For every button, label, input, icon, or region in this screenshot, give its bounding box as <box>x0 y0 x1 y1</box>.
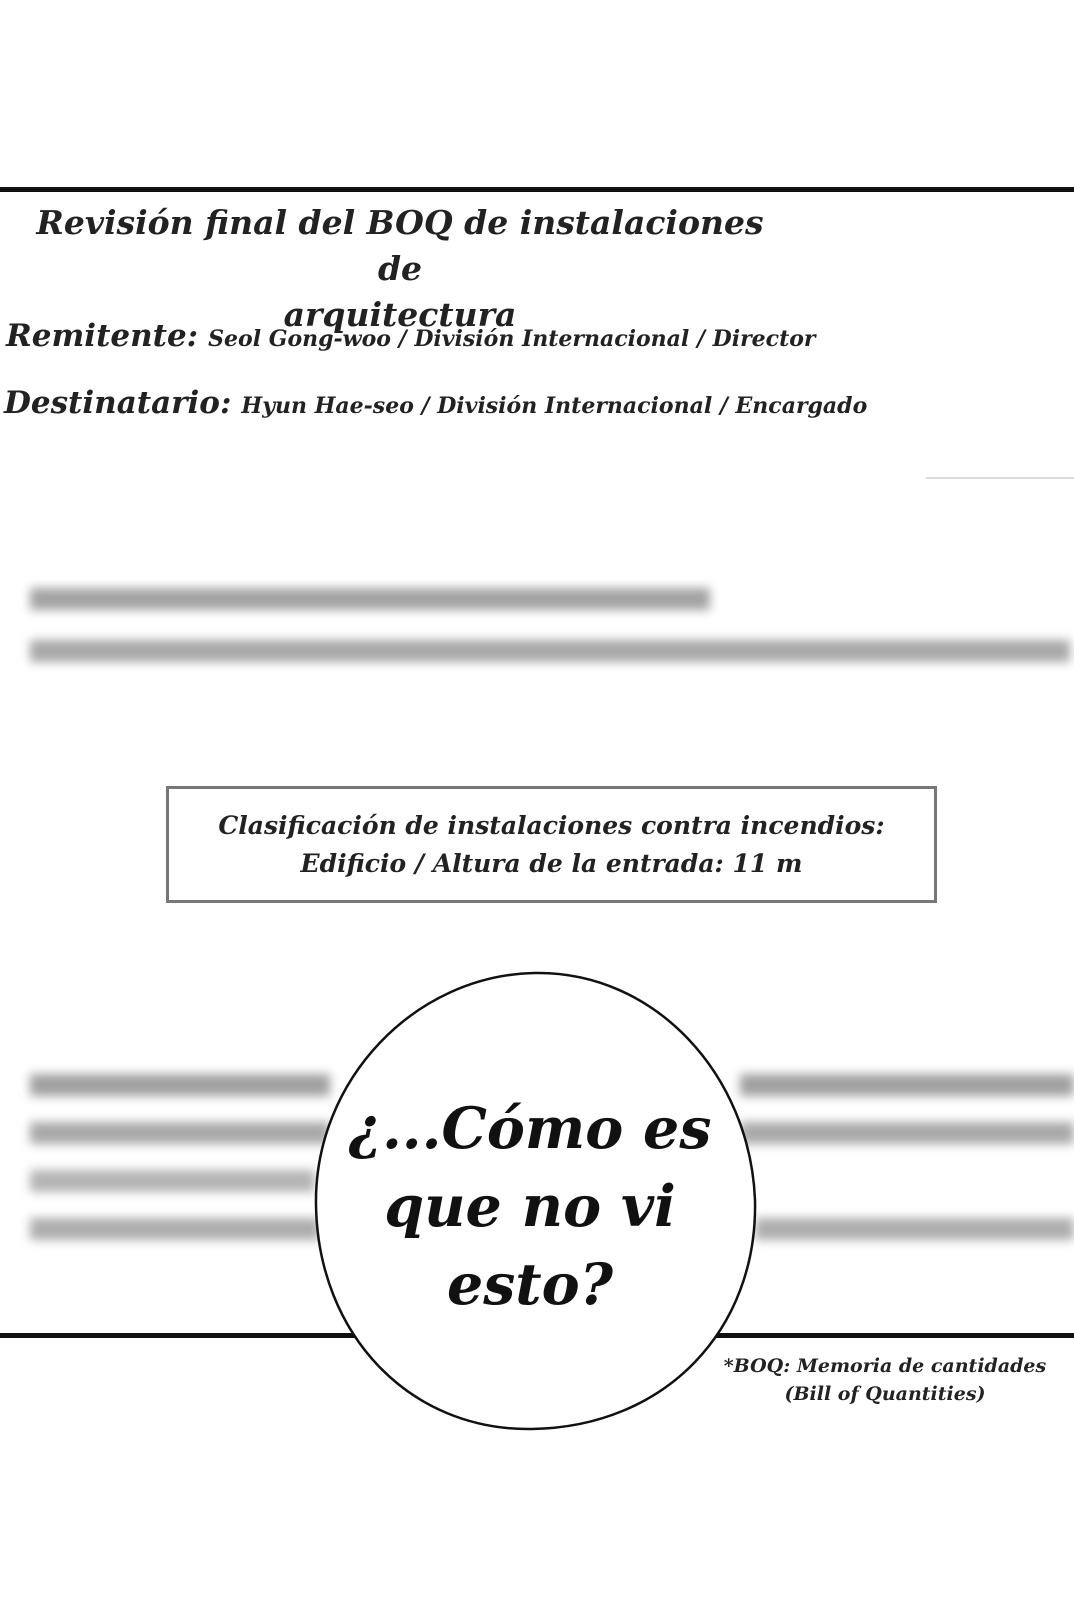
footnote-line-2: (Bill of Quantities) <box>784 1383 986 1405</box>
classification-line-2: Edificio / Altura de la entrada: 11 m <box>300 848 803 878</box>
recipient-value: Hyun Hae-seo / División Internacional / Encargado <box>241 393 868 419</box>
sender-value: Seol Gong-woo / División Internacional / Director <box>208 326 816 352</box>
title-line-1: Revisión final del BOQ de instalaciones de <box>36 203 764 288</box>
title-line-2: arquitectura <box>283 295 517 334</box>
bubble-line-3: esto? <box>446 1251 614 1318</box>
bubble-line-2: que no vi <box>384 1173 676 1240</box>
sender-label: Remitente: <box>6 318 199 354</box>
recipient-label: Destinatario: <box>4 385 232 421</box>
footnote <box>720 1352 1050 1408</box>
footnote-line-1: *BOQ: Memoria de cantidades <box>723 1355 1047 1377</box>
speech-bubble-text <box>330 1090 730 1324</box>
classification-line-1: Clasificación de instalaciones contra incendios: <box>218 810 885 840</box>
bubble-line-1: ¿...Cómo es <box>348 1095 712 1162</box>
